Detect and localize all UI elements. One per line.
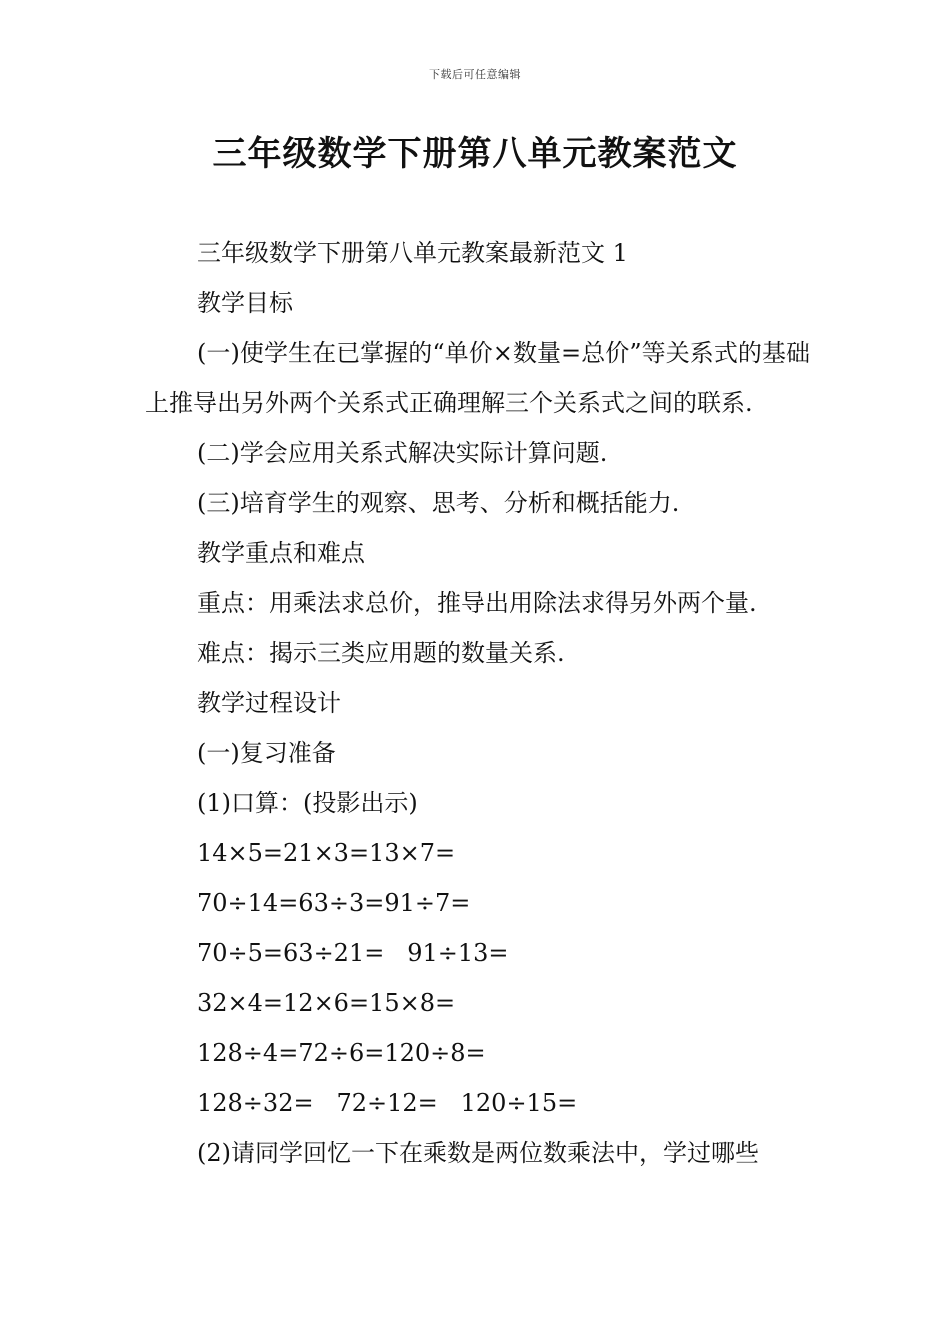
heading-review: (一)复习准备 bbox=[197, 739, 336, 767]
heading-key-points: 教学重点和难点 bbox=[197, 539, 365, 567]
math-line: 128÷4=72÷6=120÷8= bbox=[197, 1039, 486, 1067]
paragraph-oral-calc: (1)口算：(投影出示) bbox=[197, 789, 418, 817]
math-line: 128÷32= 72÷12= 120÷15= bbox=[197, 1089, 578, 1117]
heading-process-design: 教学过程设计 bbox=[197, 689, 341, 717]
paragraph-key-point: 重点：用乘法求总价，推导出用除法求得另外两个量. bbox=[197, 589, 757, 617]
paragraph-difficulty: 难点：揭示三类应用题的数量关系. bbox=[197, 639, 565, 667]
paragraph-goal-1: (一)使学生在已掌握的“单价×数量=总价”等关系式的基础上推导出另外两个关系式正确理解三个关系式之间的联系. bbox=[145, 339, 810, 417]
heading-teaching-goals: 教学目标 bbox=[197, 289, 293, 317]
math-line: 70÷14=63÷3=91÷7= bbox=[197, 889, 471, 917]
paragraph-goal-3: (三)培育学生的观察、思考、分析和概括能力. bbox=[197, 489, 680, 517]
math-line: 32×4=12×6=15×8= bbox=[197, 989, 456, 1017]
paragraph-goal-2: (二)学会应用关系式解决实际计算问题. bbox=[197, 439, 608, 467]
math-line: 14×5=21×3=13×7= bbox=[197, 839, 456, 867]
document-body bbox=[145, 228, 810, 1178]
paragraph-subtitle: 三年级数学下册第八单元教案最新范文 1 bbox=[197, 239, 628, 267]
page-title: 三年级数学下册第八单元教案范文 bbox=[212, 134, 738, 174]
header-note: 下载后可任意编辑 bbox=[429, 68, 521, 81]
math-line: 70÷5=63÷21= 91÷13= bbox=[197, 939, 509, 967]
paragraph-question: (2)请同学回忆一下在乘数是两位数乘法中，学过哪些 bbox=[197, 1139, 759, 1167]
